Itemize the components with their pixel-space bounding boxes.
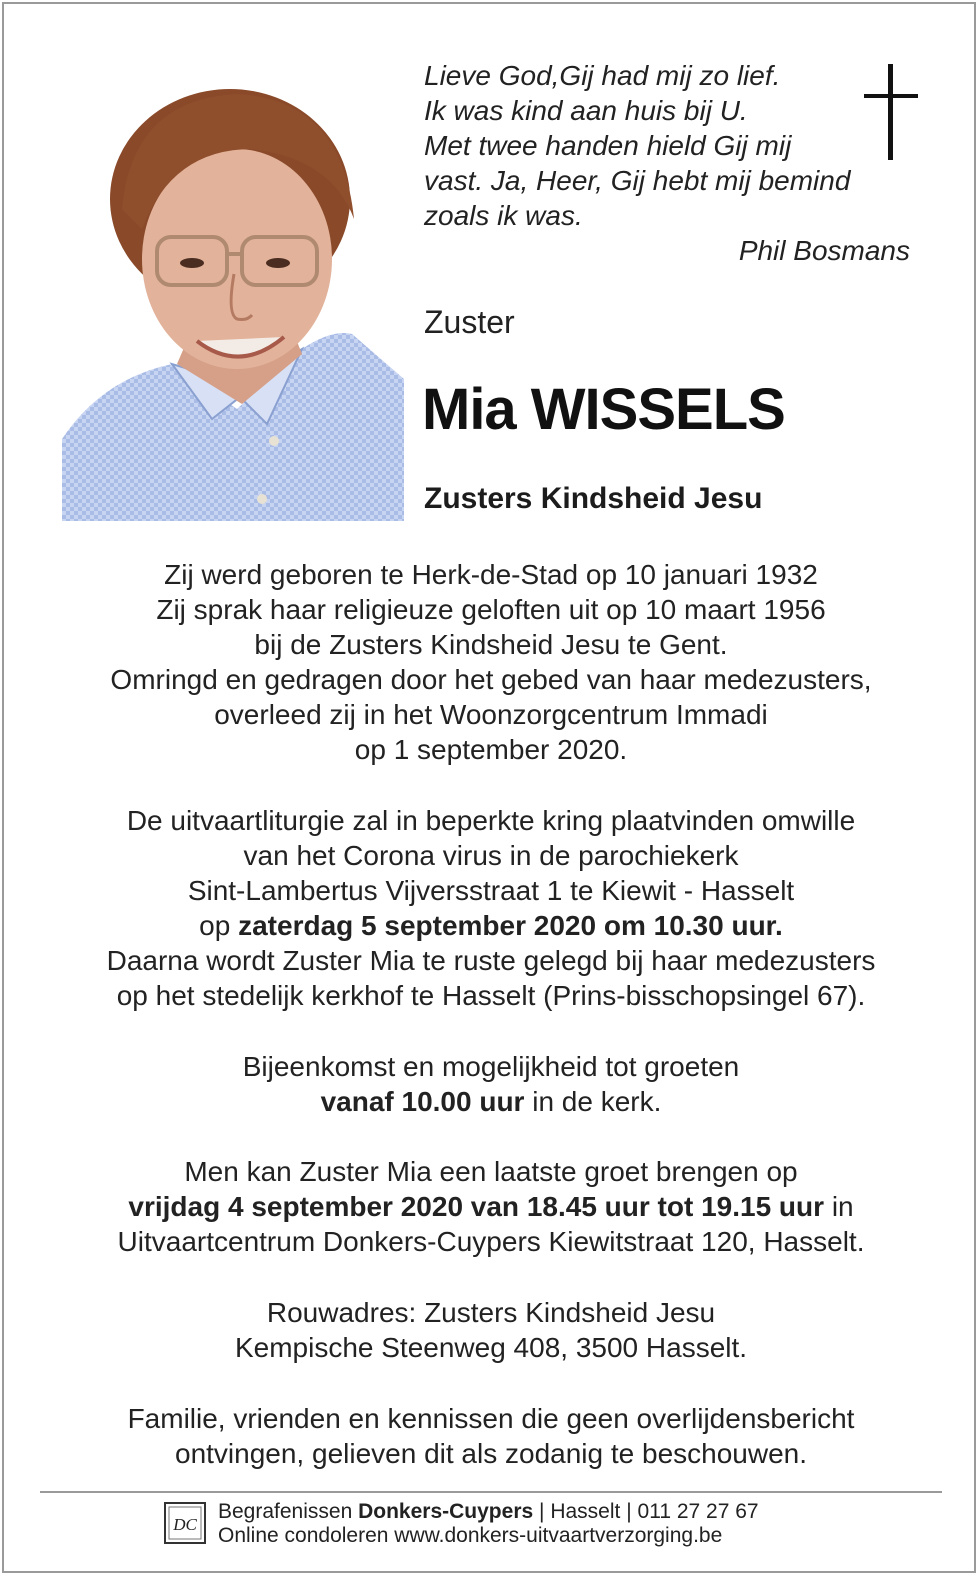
bio-line: Omringd en gedragen door het gebed van haar medezusters, (110, 664, 872, 695)
gathering-section (34, 1049, 948, 1119)
funeral-line: Sint-Lambertus Vijversstraat 1 te Kiewit - Hasselt (187, 875, 795, 906)
funeral-section (34, 803, 948, 1013)
poem-quote (424, 58, 924, 268)
funeral-datetime: zaterdag 5 september 2020 om 10.30 uur. (238, 910, 783, 941)
farewell-line: Men kan Zuster Mia een laatste groet brengen op (184, 1156, 798, 1187)
funeral-line: De uitvaartliturgie zal in beperkte kring plaatvinden omwille (126, 805, 856, 836)
poem-line: Ik was kind aan huis bij U. (424, 95, 748, 126)
poem-line: zoals ik was. (424, 200, 583, 231)
gathering-time: vanaf 10.00 uur (320, 1086, 525, 1117)
address-line: Rouwadres: Zusters Kindsheid Jesu (266, 1297, 716, 1328)
gathering-line: Bijeenkomst en mogelijkheid tot groeten (242, 1051, 740, 1082)
bio-line: overleed zij in het Woonzorgcentrum Immadi (214, 699, 768, 730)
poem-line: Met twee handen hield Gij mij (424, 130, 792, 161)
funeral-home-logo-icon (164, 1502, 206, 1544)
cross-icon (862, 64, 922, 164)
funeral-line: van het Corona virus in de parochiekerk (243, 840, 739, 871)
gathering-suffix: in de kerk. (532, 1086, 662, 1117)
footer-phone[interactable]: 011 27 27 67 (637, 1500, 759, 1523)
funeral-line: op het stedelijk kerkhof te Hasselt (Prins-bisschopsingel 67). (116, 980, 866, 1011)
footer-divider (40, 1491, 942, 1493)
portrait-photo (62, 79, 404, 521)
poem-line: vast. Ja, Heer, Gij hebt mij bemind (424, 165, 851, 196)
notice-line: Familie, vrienden en kennissen die geen overlijdensbericht (127, 1403, 855, 1434)
footer (164, 1500, 904, 1550)
logo-monogram: DC (173, 1515, 197, 1534)
footer-separator: | (626, 1500, 632, 1523)
farewell-line: Uitvaartcentrum Donkers-Cuypers Kiewitstraat 120, Hasselt. (117, 1226, 865, 1257)
bio-line: op 1 september 2020. (354, 734, 628, 765)
poem-line: Lieve God,Gij had mij zo lief. (424, 60, 781, 91)
footer-online-condolence[interactable]: Online condoleren www.donkers-uitvaartverzorging.be (218, 1524, 723, 1547)
bio-line: Zij sprak haar religieuze geloften uit op 10 maart 1956 (156, 594, 826, 625)
gathering-time-line (34, 1084, 948, 1119)
bio-line: bij de Zusters Kindsheid Jesu te Gent. (254, 629, 728, 660)
deceased-name: Mia WISSELS (422, 377, 785, 442)
footer-company-line (218, 1500, 759, 1524)
footer-separator: | (539, 1500, 545, 1523)
farewell-suffix: in (831, 1191, 854, 1222)
farewell-time: vrijdag 4 september 2020 van 18.45 uur tot 19.15 uur (128, 1191, 825, 1222)
funeral-prefix: op (199, 910, 231, 941)
obituary-card (2, 2, 976, 1573)
bio-line: Zij werd geboren te Herk-de-Stad op 10 januari 1932 (164, 559, 818, 590)
address-section (34, 1295, 948, 1365)
funeral-datetime-line (34, 908, 948, 943)
farewell-time-line (34, 1189, 948, 1224)
poem-author: Phil Bosmans (738, 235, 910, 266)
farewell-section (34, 1154, 948, 1259)
funeral-line: Daarna wordt Zuster Mia te ruste gelegd bij haar medezusters (106, 945, 876, 976)
biography-section (34, 557, 948, 767)
notice-line: ontvingen, gelieven dit als zodanig te beschouwen. (175, 1438, 807, 1469)
footer-company: Donkers-Cuypers (358, 1500, 534, 1523)
deceased-title: Zuster (424, 304, 515, 340)
address-line: Kempische Steenweg 408, 3500 Hasselt. (234, 1332, 748, 1363)
congregation-name: Zusters Kindsheid Jesu (424, 482, 763, 515)
notice-section (34, 1401, 948, 1471)
footer-prefix: Begrafenissen (218, 1500, 353, 1523)
footer-city: Hasselt (550, 1500, 621, 1523)
